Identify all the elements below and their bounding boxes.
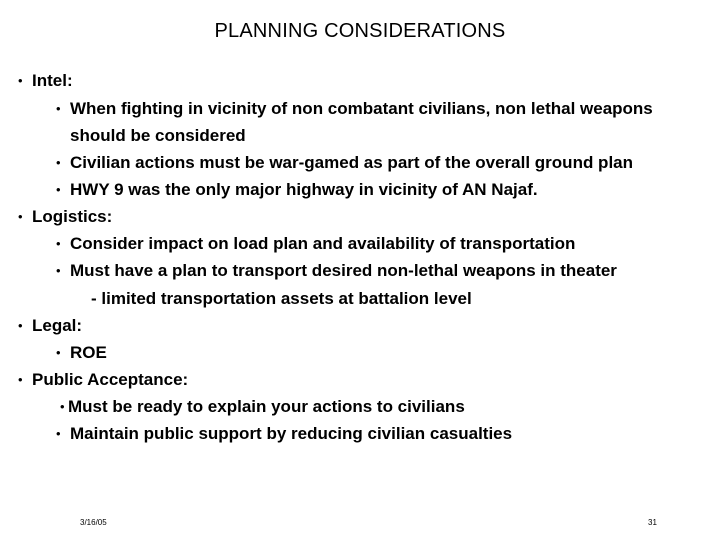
section-heading-legal: • Legal: (18, 316, 83, 335)
bullet-icon: • (60, 399, 65, 414)
list-item: • HWY 9 was the only major highway in vicinity of AN Najaf. (56, 180, 538, 199)
list-item: • Maintain public support by reducing civilian casualties (56, 424, 513, 443)
list-item: • When fighting in vicinity of non combatant civilians, non lethal weapons (56, 99, 653, 118)
section-heading-public-acceptance: • Public Acceptance: (18, 370, 189, 389)
bullet-icon: • (18, 73, 23, 88)
list-item: • Must have a plan to transport desired non-lethal weapons in theater (56, 261, 617, 280)
list-item: • Civilian actions must be war-gamed as part of the overall ground plan (56, 153, 634, 172)
bullet-icon: • (56, 263, 61, 278)
bullet-icon: • (18, 318, 23, 333)
bullet-icon: • (18, 372, 23, 387)
bullet-icon: • (56, 155, 61, 170)
footer-page-number: 31 (648, 518, 657, 527)
bullet-icon: • (56, 236, 61, 251)
section-heading-logistics: • Logistics: (18, 207, 113, 226)
bullet-icon: • (56, 182, 61, 197)
list-sub-item: - limited transportation assets at battalion level (91, 289, 472, 308)
list-item-continuation: should be considered (70, 126, 246, 145)
list-item: • ROE (56, 343, 107, 362)
list-item: • Consider impact on load plan and availability of transportation (56, 234, 576, 253)
list-item: • Must be ready to explain your actions to civilians (60, 397, 465, 416)
bullet-icon: • (18, 209, 23, 224)
section-heading-intel: • Intel: (18, 71, 73, 90)
bullet-icon: • (56, 426, 61, 441)
bullet-icon: • (56, 101, 61, 116)
footer-date: 3/16/05 (80, 518, 107, 527)
slide-title: PLANNING CONSIDERATIONS (214, 20, 506, 42)
bullet-icon: • (56, 345, 61, 360)
